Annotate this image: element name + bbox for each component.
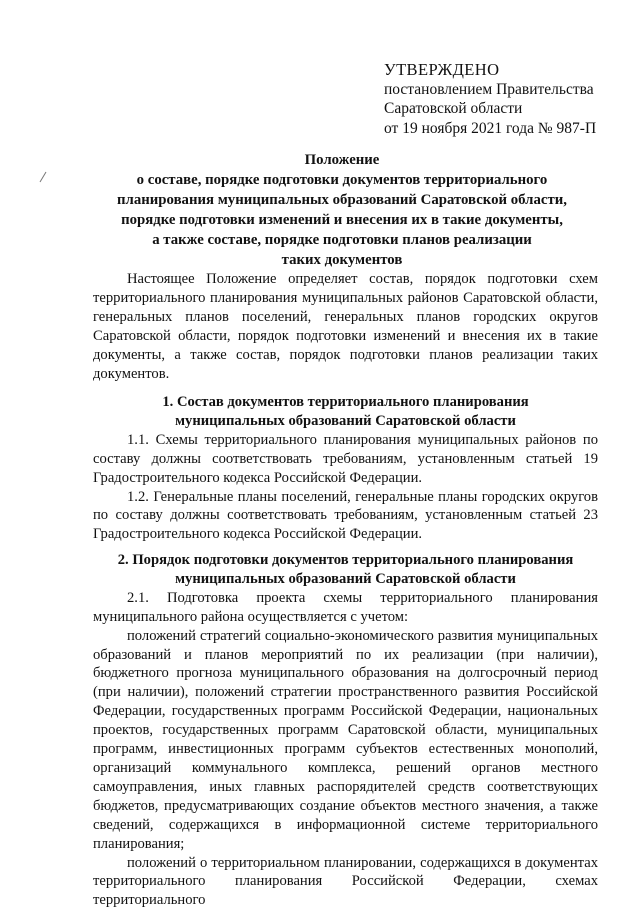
title-line: порядке подготовки изменений и внесения их в такие документы, bbox=[86, 210, 598, 230]
document-title bbox=[86, 150, 598, 270]
section-1 bbox=[93, 393, 598, 544]
paragraph-1-2: 1.2. Генеральные планы поселений, генеральные планы городских округов по составу должны соответствовать требованиям, установленным статьей 23 Градостроительного кодекса Российской Федерации. bbox=[93, 488, 598, 545]
section-2-heading bbox=[93, 551, 598, 589]
title-line: а также составе, порядке подготовки планов реализации bbox=[86, 230, 598, 250]
section-heading-line: муниципальных образований Саратовской области bbox=[93, 412, 598, 431]
title-line: таких документов bbox=[86, 250, 598, 270]
approval-line: Саратовской области bbox=[384, 99, 596, 119]
title-line: Положение bbox=[86, 150, 598, 170]
paragraph-2-1: 2.1. Подготовка проекта схемы территориального планирования муниципального района осуществляется с учетом: bbox=[93, 589, 598, 627]
title-line: о составе, порядке подготовки документов территориального bbox=[86, 170, 598, 190]
paragraph-1-1: 1.1. Схемы территориального планирования муниципальных районов по составу должны соответствовать требованиям, установленным статьей 19 Градостроительного кодекса Российской Федерации. bbox=[93, 431, 598, 488]
approval-heading: УТВЕРЖДЕНО bbox=[384, 60, 596, 80]
section-2 bbox=[93, 551, 598, 910]
section-heading-line: 2. Порядок подготовки документов территориального планирования bbox=[93, 551, 598, 570]
section-heading-line: 1. Состав документов территориального планирования bbox=[93, 393, 598, 412]
approval-line: постановлением Правительства bbox=[384, 80, 596, 100]
intro-paragraph: Настоящее Положение определяет состав, порядок подготовки схем территориального планирования муниципальных районов Саратовской области, генеральных планов поселений, генеральных планов городских округов Саратовской области, порядок подготовки изменений и внесения их в такие документы, а также состав, порядок подготовки планов реализации таких документов. bbox=[93, 270, 598, 383]
stray-pen-mark bbox=[38, 170, 48, 184]
intro-block bbox=[93, 270, 598, 383]
paragraph-2-list-item: положений стратегий социально-экономического развития муниципальных образований и планов мероприятий по их реализации (при наличии), бюджетного прогноза муниципального образования на долгосрочный период (при наличии), положений стратегии пространственного развития Российской Федерации, государственных программ Российской Федерации, национальных проектов, государственных программ Саратовской области, муниципальных программ, инвестиционных программ субъектов естественных монополий, организаций коммунального комплекса, решений органов местного самоуправления, иных главных распорядителей средств соответствующих бюджетов, предусматривающих создание объектов местного значения, а также сведений, содержащихся в информационной системе территориального планирования; bbox=[93, 627, 598, 854]
approval-line: от 19 ноября 2021 года № 987-П bbox=[384, 119, 596, 139]
approval-stamp bbox=[384, 60, 596, 138]
section-1-heading bbox=[93, 393, 598, 431]
title-line: планирования муниципальных образований Саратовской области, bbox=[86, 190, 598, 210]
paragraph-2-list-item: положений о территориальном планировании, содержащихся в документах территориального планирования Российской Федерации, схемах территориального bbox=[93, 854, 598, 910]
section-heading-line: муниципальных образований Саратовской области bbox=[93, 570, 598, 589]
